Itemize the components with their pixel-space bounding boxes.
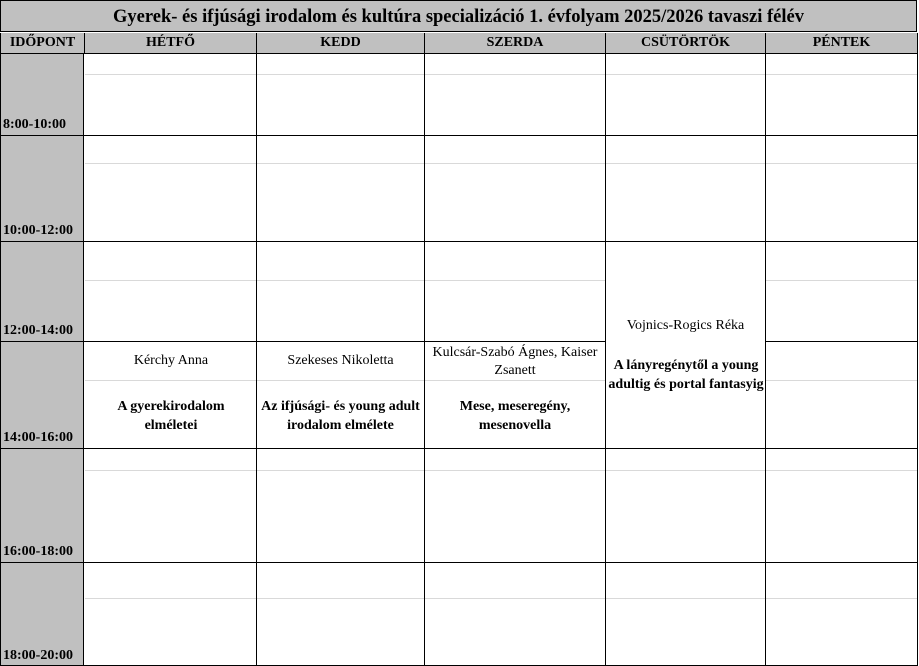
time-slot-label: 8:00-10:00 xyxy=(3,117,66,132)
header-wednesday: SZERDA xyxy=(425,33,606,54)
class-teacher-thursday: Vojnics-Rogics Réka xyxy=(626,318,745,333)
column-divider xyxy=(605,54,606,666)
class-course-monday: A gyerekirodalom elméletei xyxy=(117,399,225,433)
timetable-title: Gyerek- és ifjúsági irodalom és kultúra specializáció 1. évfolyam 2025/2026 tavaszi félév xyxy=(0,0,917,32)
time-slot-label: 18:00-20:00 xyxy=(3,648,73,663)
row-divider-minor xyxy=(85,74,918,75)
class-course-thursday: A lányregénytől a young adultig és portal fantasyig xyxy=(608,358,764,392)
class-teacher-tuesday: Szekeses Nikoletta xyxy=(287,353,394,368)
column-divider xyxy=(765,54,766,666)
header-thursday: CSÜTÖRTÖK xyxy=(606,33,766,54)
header-time: IDŐPONT xyxy=(0,33,85,54)
row-divider-minor xyxy=(85,470,918,471)
header-monday: HÉTFŐ xyxy=(85,33,257,54)
time-column xyxy=(0,54,84,666)
time-slot-label: 10:00-12:00 xyxy=(3,223,73,238)
class-course-tuesday: Az ifjúsági- és young adult irodalom elmélete xyxy=(261,399,420,433)
row-divider xyxy=(0,341,606,342)
time-slot-label: 14:00-16:00 xyxy=(3,430,73,445)
row-divider xyxy=(0,135,918,136)
row-divider-minor xyxy=(85,598,918,599)
header-tuesday: KEDD xyxy=(257,33,425,54)
row-divider xyxy=(766,341,918,342)
class-teacher-wednesday: Kulcsár-Szabó Ágnes, Kaiser Zsanett xyxy=(432,345,598,378)
row-divider-minor xyxy=(85,163,918,164)
row-divider xyxy=(0,448,918,449)
time-slot-label: 16:00-18:00 xyxy=(3,544,73,559)
row-divider-minor xyxy=(766,280,918,281)
header-friday: PÉNTEK xyxy=(766,33,918,54)
time-slot-label: 12:00-14:00 xyxy=(3,323,73,338)
class-course-wednesday: Mese, meseregény, mesenovella xyxy=(459,399,571,433)
row-divider-minor xyxy=(85,280,606,281)
column-divider xyxy=(917,33,918,666)
row-divider xyxy=(0,562,918,563)
row-divider xyxy=(0,241,918,242)
row-divider-minor xyxy=(85,380,606,381)
row-divider-minor xyxy=(766,380,918,381)
class-teacher-monday: Kérchy Anna xyxy=(133,353,209,368)
